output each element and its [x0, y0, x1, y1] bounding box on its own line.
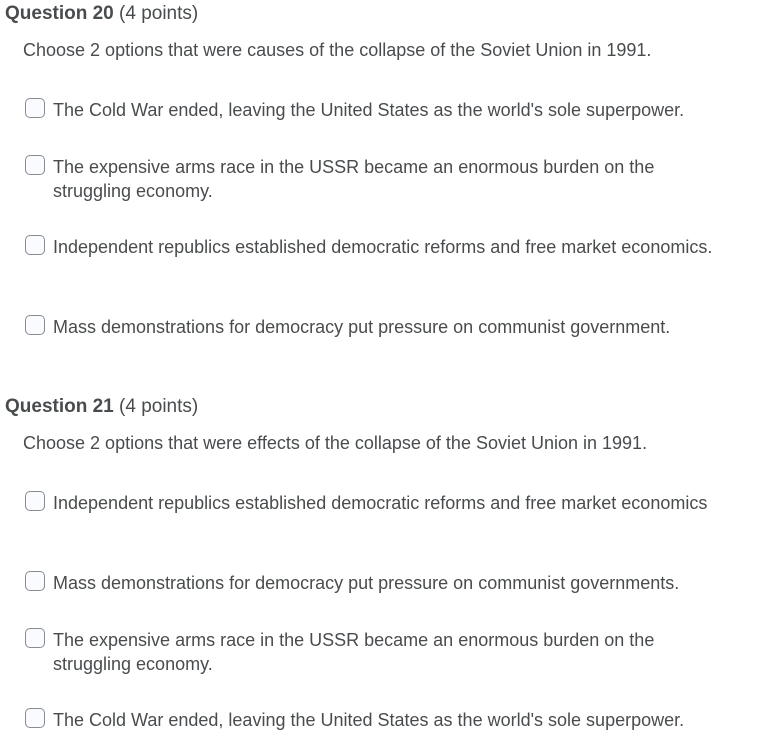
question-prompt: Choose 2 options that were effects of the collapse of the Soviet Union in 1991.: [23, 433, 648, 453]
checkbox[interactable]: [25, 491, 45, 511]
answer-option-label: The Cold War ended, leaving the United States as the world's sole superpower.: [53, 100, 685, 120]
question-prompt: Choose 2 options that were causes of the collapse of the Soviet Union in 1991.: [23, 40, 652, 60]
answer-option[interactable]: [25, 315, 745, 339]
answer-option-label: The expensive arms race in the USSR became an enormous burden on the struggling economy.: [53, 157, 655, 201]
answer-option[interactable]: [25, 571, 745, 595]
answer-option[interactable]: [25, 708, 745, 732]
question-title: [5, 2, 198, 26]
checkbox[interactable]: [25, 315, 45, 335]
checkbox[interactable]: [25, 571, 45, 591]
checkbox[interactable]: [25, 708, 45, 728]
question-number: Question 20: [5, 3, 114, 24]
question-points: (4 points): [119, 3, 199, 24]
answer-option[interactable]: [25, 628, 745, 676]
answer-option-label: Independent republics established democratic reforms and free market economics: [53, 493, 708, 513]
checkbox[interactable]: [25, 628, 45, 648]
answer-option[interactable]: [25, 491, 745, 515]
checkbox[interactable]: [25, 235, 45, 255]
answer-option[interactable]: [25, 155, 745, 203]
answer-option-label: Mass demonstrations for democracy put pressure on communist government.: [53, 317, 671, 337]
question-number: Question 21: [5, 396, 114, 417]
checkbox[interactable]: [25, 155, 45, 175]
question-title: [5, 395, 198, 419]
question-points: (4 points): [119, 396, 199, 417]
answer-option-label: Mass demonstrations for democracy put pressure on communist governments.: [53, 573, 680, 593]
answer-option-label: The expensive arms race in the USSR became an enormous burden on the struggling economy.: [53, 630, 655, 674]
checkbox[interactable]: [25, 98, 45, 118]
answer-option-label: Independent republics established democratic reforms and free market economics.: [53, 237, 713, 257]
answer-option-label: The Cold War ended, leaving the United States as the world's sole superpower.: [53, 710, 685, 730]
answer-option[interactable]: [25, 98, 745, 122]
answer-option[interactable]: [25, 235, 745, 259]
